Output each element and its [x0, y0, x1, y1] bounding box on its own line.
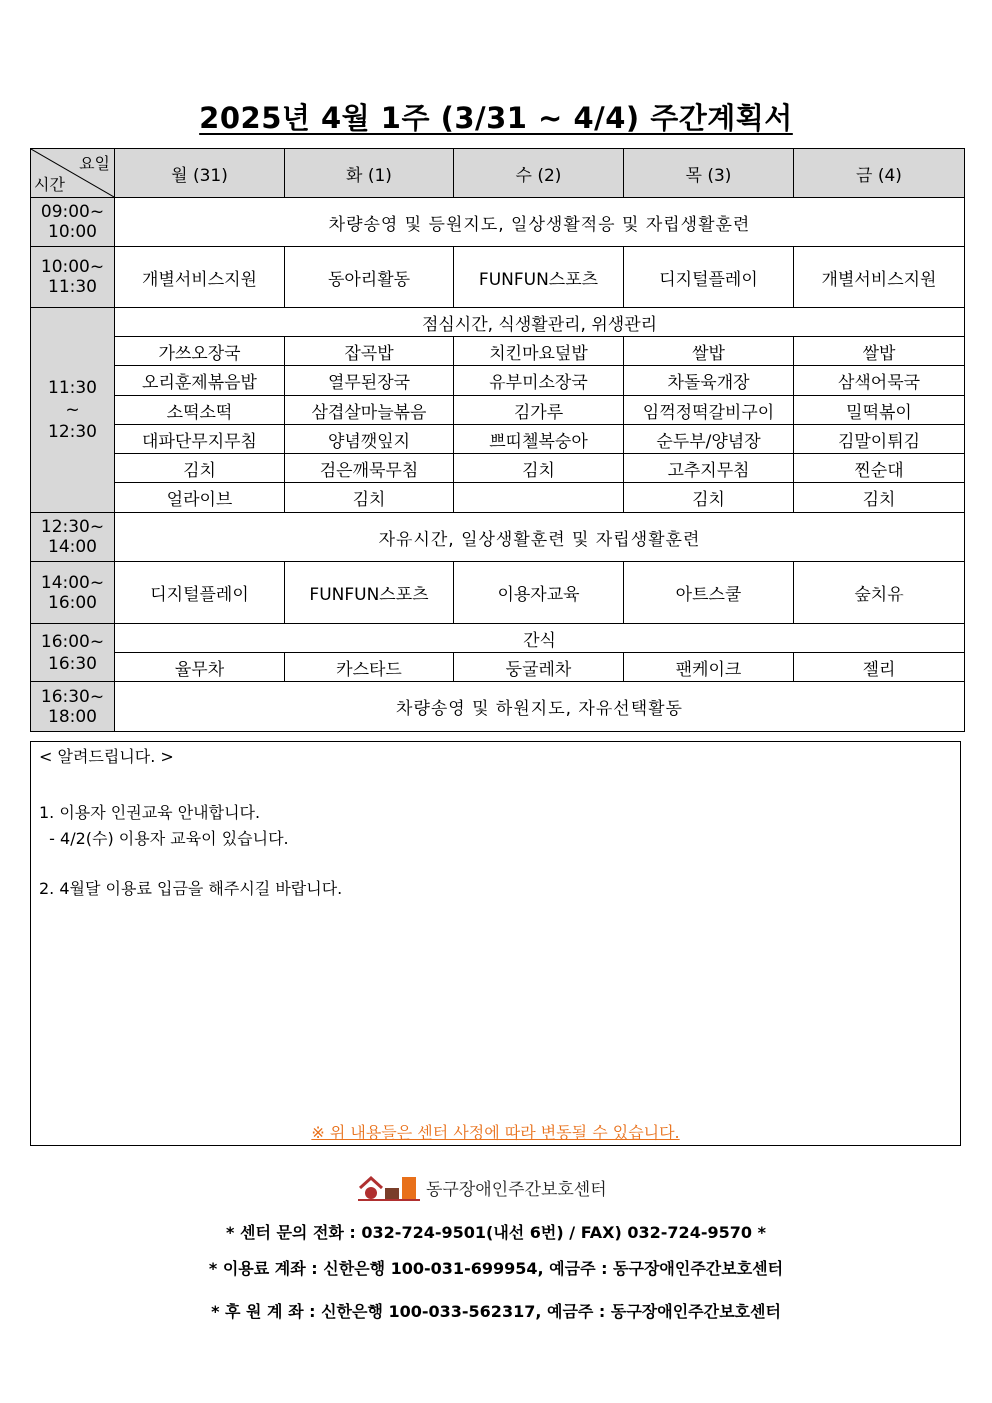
menu-row: [31, 425, 965, 454]
activity-cell: 개별서비스지원: [794, 247, 965, 308]
time-cell: 12:30~ 14:00: [31, 513, 115, 562]
menu-item: [454, 483, 624, 513]
menu-row: [31, 483, 965, 513]
activity-cell: FUNFUN스포츠: [454, 247, 624, 308]
activity-cell: 차량송영 및 하원지도, 자유선택활동: [115, 682, 965, 732]
menu-item: 김치: [454, 454, 624, 483]
slot-row: [31, 513, 965, 562]
menu-item: 임꺽정떡갈비구이: [624, 396, 794, 425]
day-header: 금 (4): [794, 149, 965, 198]
time-cell: 09:00~ 10:00: [31, 198, 115, 247]
day-header: 목 (3): [624, 149, 794, 198]
notice-line: 1. 이용자 인권교육 안내합니다.: [39, 803, 261, 822]
corner-day-label: 요일: [79, 154, 110, 173]
menu-item: 김치: [794, 483, 965, 513]
change-warning: ※ 위 내용들은 센터 사정에 따라 변동될 수 있습니다.: [311, 1123, 680, 1142]
menu-item: 쁘띠첼복숭아: [454, 425, 624, 454]
slot-row: [31, 682, 965, 732]
menu-item: 순두부/양념장: [624, 425, 794, 454]
activity-cell: 동아리활동: [285, 247, 454, 308]
activity-cell: 아트스쿨: [624, 562, 794, 624]
snack-item: 둥굴레차: [454, 653, 624, 682]
menu-item: 차돌육개장: [624, 366, 794, 396]
menu-item: 얼라이브: [115, 483, 285, 513]
fee-account-line: * 이용료 계좌 : 신한은행 100-031-699954, 예금주 : 동구장애인주간보호센터: [208, 1259, 784, 1278]
contact-line: * 센터 문의 전화 : 032-724-9501(내선 6번) / FAX) 032-724-9570 *: [226, 1223, 766, 1242]
menu-item: 가쓰오장국: [115, 337, 285, 366]
slot-row: [31, 562, 965, 624]
notice-line: 2. 4월달 이용료 입금을 해주시길 바랍니다.: [39, 879, 343, 898]
snack-item: 율무차: [115, 653, 285, 682]
menu-item: 치킨마요덮밥: [454, 337, 624, 366]
slot-row: [31, 247, 965, 308]
center-logo: [358, 1171, 607, 1203]
activity-cell: 차량송영 및 등원지도, 일상생활적응 및 자립생활훈련: [115, 198, 965, 247]
activity-cell: FUNFUN스포츠: [285, 562, 454, 624]
lunch-header-row: [31, 308, 965, 337]
menu-item: 삼색어묵국: [794, 366, 965, 396]
menu-item: 양념깻잎지: [285, 425, 454, 454]
menu-item: 밀떡볶이: [794, 396, 965, 425]
menu-item: 찐순대: [794, 454, 965, 483]
snack-header-row: [31, 624, 965, 653]
house-logo-icon: [358, 1172, 420, 1202]
menu-item: 삼겹살마늘볶음: [285, 396, 454, 425]
menu-row: [31, 337, 965, 366]
activity-cell: 디지털플레이: [624, 247, 794, 308]
day-header: 화 (1): [285, 149, 454, 198]
menu-item: 대파단무지무침: [115, 425, 285, 454]
weekly-schedule-table: [30, 148, 965, 732]
page-title: 2025년 4월 1주 (3/31 ~ 4/4) 주간계획서: [199, 101, 793, 135]
notice-box: [30, 741, 961, 1146]
activity-cell: 자유시간, 일상생활훈련 및 자립생활훈련: [115, 513, 965, 562]
menu-row: [31, 454, 965, 483]
menu-item: 유부미소장국: [454, 366, 624, 396]
activity-cell: 숲치유: [794, 562, 965, 624]
donation-account-line: * 후 원 계 좌 : 신한은행 100-033-562317, 예금주 : 동구장애인주간보호센터: [211, 1302, 781, 1321]
activity-cell: 개별서비스지원: [115, 247, 285, 308]
menu-row: [31, 366, 965, 396]
activity-cell: 이용자교육: [454, 562, 624, 624]
snack-row: [31, 653, 965, 682]
menu-item: 오리훈제볶음밥: [115, 366, 285, 396]
menu-item: 김가루: [454, 396, 624, 425]
menu-item: 검은깨묵무침: [285, 454, 454, 483]
menu-item: 쌀밥: [624, 337, 794, 366]
menu-item: 김치: [285, 483, 454, 513]
snack-item: 젤리: [794, 653, 965, 682]
time-cell: 14:00~ 16:00: [31, 562, 115, 624]
slot-row: [31, 198, 965, 247]
menu-item: 잡곡밥: [285, 337, 454, 366]
snack-header: 간식: [115, 624, 965, 653]
center-name: 동구장애인주간보호센터: [426, 1179, 607, 1200]
snack-item: 카스타드: [285, 653, 454, 682]
time-cell: 16:30~ 18:00: [31, 682, 115, 732]
corner-cell: [31, 149, 115, 198]
corner-time-label: 시간: [34, 175, 65, 194]
time-cell: 16:00~ 16:30: [31, 624, 115, 682]
menu-item: 쌀밥: [794, 337, 965, 366]
day-header: 월 (31): [115, 149, 285, 198]
time-cell: 10:00~ 11:30: [31, 247, 115, 308]
day-header: 수 (2): [454, 149, 624, 198]
time-cell: 11:30 ~ 12:30: [31, 308, 115, 513]
lunch-header: 점심시간, 식생활관리, 위생관리: [115, 308, 965, 337]
menu-item: 고추지무침: [624, 454, 794, 483]
menu-row: [31, 396, 965, 425]
menu-item: 열무된장국: [285, 366, 454, 396]
menu-item: 김치: [624, 483, 794, 513]
notice-line: - 4/2(수) 이용자 교육이 있습니다.: [39, 829, 289, 848]
snack-item: 팬케이크: [624, 653, 794, 682]
menu-item: 소떡소떡: [115, 396, 285, 425]
menu-item: 김말이튀김: [794, 425, 965, 454]
menu-item: 김치: [115, 454, 285, 483]
day-header-row: [31, 149, 965, 198]
activity-cell: 디지털플레이: [115, 562, 285, 624]
notice-heading: < 알려드립니다. >: [39, 747, 174, 766]
